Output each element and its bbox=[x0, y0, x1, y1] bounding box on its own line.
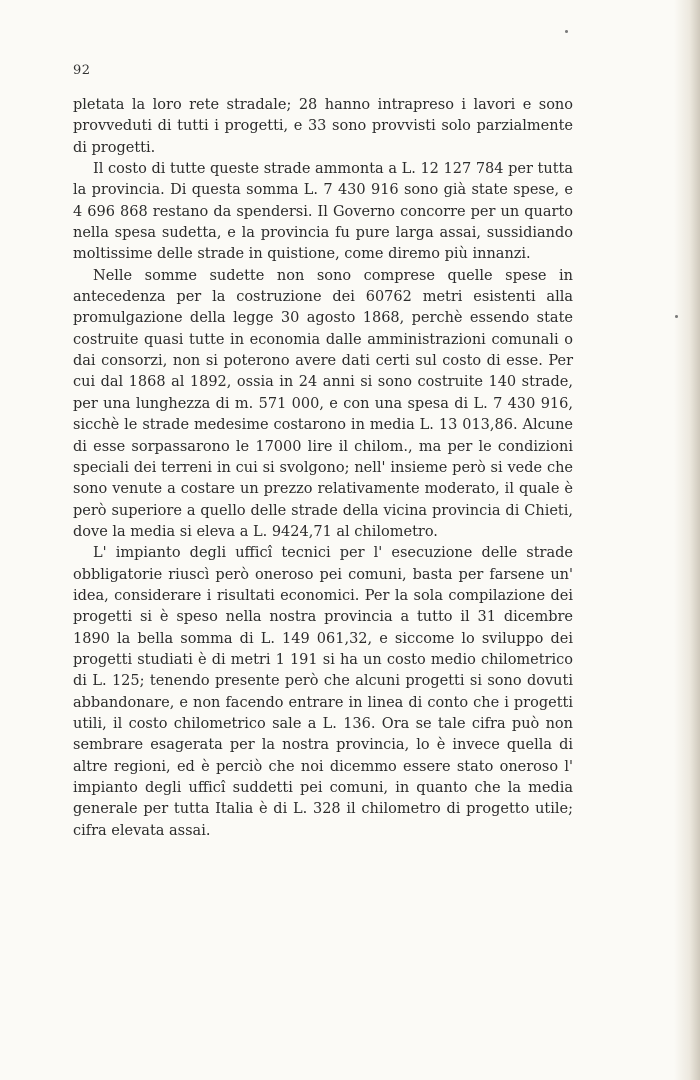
ink-speck bbox=[565, 30, 568, 33]
page-number: 92 bbox=[73, 63, 91, 78]
paragraph-technical-offices: L' impianto degli ufficî tecnici per l' esecuzione delle strade obbligatorie riuscì però oneroso pei comuni, basta per farsene un' idea, considerare i risultati economici. Per la sola compilazione dei progetti si è speso nella nostra provincia a tutto il 31 dicembre 1890 la bella somma di L. 149 061,32, e siccome lo sviluppo dei progetti studiati è di metri 1 191 si ha un costo medio chilometrico di L. 125; tenendo presente però che alcuni progetti si sono dovuti abbandonare, e non facendo entrare in linea di conto che i progetti utili, il costo chilometrico sale a L. 136. Ora se tale cifra può non sembrare esagerata per la nostra provincia, lo è invece quella di altre regioni, ed è perciò che noi dicemmo essere stato oneroso l' impianto degli ufficî suddetti pei comuni, in quanto che la media generale per tutta Italia è di L. 328 il chilometro di progetto utile; cifra elevata assai. bbox=[73, 545, 573, 839]
ink-speck bbox=[675, 315, 678, 318]
paragraph-continued: pletata la loro rete stradale; 28 hanno intrapreso i lavori e sono provveduti di tutti i progetti, e 33 sono provvisti solo parzialmente di progetti. bbox=[73, 97, 573, 156]
paragraph-previous-expenses: Nelle somme sudette non sono comprese quelle spese in antecedenza per la costruzione dei 60762 metri esistenti alla promulgazione della legge 30 agosto 1868, perchè essendo state costruite quasi tutte in economia dalle amministrazioni comunali o dai consorzi, non si poterono avere dati certi sul costo di esse. Per cui dal 1868 al 1892, ossia in 24 anni si sono costruite 140 strade, per una lunghezza di m. 571 000, e con una spesa di L. 7 430 916, sicchè le strade medesime costarono in media L. 13 013,86. Alcune di esse sorpassarono le 17000 lire il chilom., ma per le condizioni speciali dei terreni in cui si svolgono; nell' insieme però si vede che sono venute a costare un prezzo relativamente moderato, il quale è però superiore a quello delle strade della vicina provincia di Chieti, dove la media si eleva a L. 9424,71 al chilometro. bbox=[73, 267, 573, 540]
paragraph-road-costs: Il costo di tutte queste strade ammonta a L. 12 127 784 per tutta la provincia. Di questa somma L. 7 430 916 sono già state spese, e 4 696 868 restano da spendersi. Il Governo concorre per un quarto nella spesa sudetta, e la provincia fu pure larga assai, sussidiando moltissime delle strade in quistione, come diremo più innanzi. bbox=[73, 161, 573, 263]
body-text bbox=[73, 95, 573, 842]
page-edge-shadow bbox=[674, 0, 700, 1080]
